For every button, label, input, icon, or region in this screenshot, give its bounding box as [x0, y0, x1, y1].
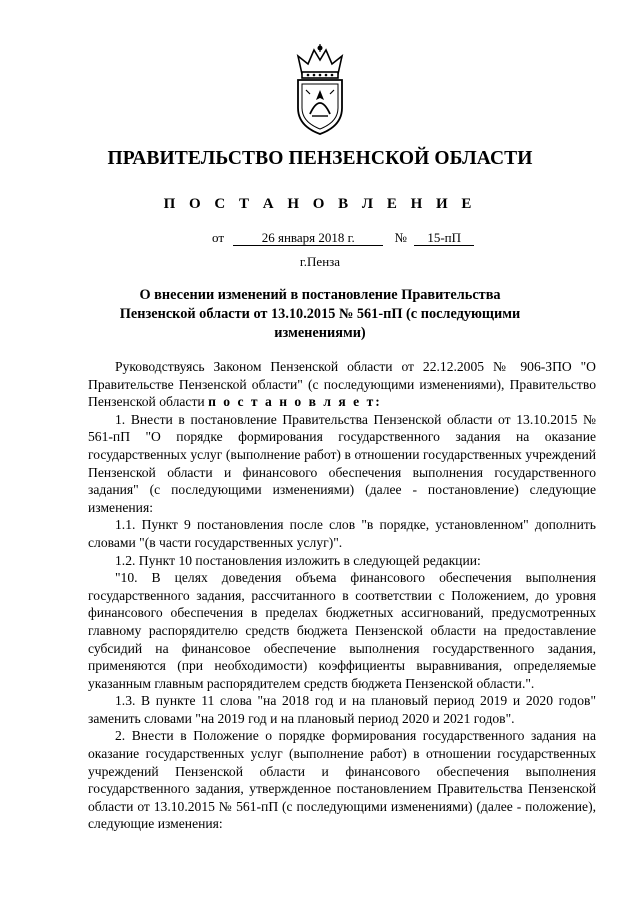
document-type: П О С Т А Н О В Л Е Н И Е: [163, 196, 477, 212]
paragraph-10-quote: "10. В целях доведения объема финансового обеспечения выполнения государственного задания, рассчитанного в соответствии с Положением, до уровня финансового обеспечения в пределах бюджетных ассигнований, предусмотренных главному распорядителю средств бюджета Пензенской области на предоставление субсидий на финансовое обеспечение выполнения государственного задания, применяются (при необходимости) коэффициенты выравнивания, определяемые указанным главным распорядителем средств бюджета Пензенской области.".: [88, 570, 596, 691]
decree-word: п о с т а н о в л я е т:: [208, 394, 382, 410]
paragraph-1: 1. Внести в постановление Правительства Пензенской области от 13.10.2015 № 561-пП "О порядке формирования государственного задания на оказание государственных услуг (выполнение работ) в отношении государственных учреждений Пензенской области и финансового обеспечения выполнения государственного задания" (с последующими изменениями) (далее - постановление) следующие изменения:: [88, 411, 596, 515]
number-prefix: №: [394, 230, 407, 245]
paragraph-1-2: 1.2. Пункт 10 постановления изложить в следующей редакции:: [115, 552, 481, 568]
document-number: 15-пП: [414, 231, 474, 246]
paragraph-preamble: [88, 358, 596, 411]
document-body: [88, 358, 596, 833]
date-number-line: [212, 230, 474, 246]
paragraph-1-1: 1.1. Пункт 9 постановления после слов "в порядке, установленном" дополнить словами "(в части государственных услуг)".: [88, 517, 596, 550]
organization-title: ПРАВИТЕЛЬСТВО ПЕНЗЕНСКОЙ ОБЛАСТИ: [107, 148, 533, 169]
date-prefix: от: [212, 230, 225, 245]
penza-coat-of-arms-icon: [286, 44, 354, 136]
document-date: 26 января 2018 г.: [233, 231, 383, 246]
paragraph-2: 2. Внести в Положение о порядке формирования государственного задания на оказание государственных услуг (выполнение работ) в отношении государственных учреждений Пензенской области и финансового обеспечения выполнения государственного задания, утвержденное постановлением Правительства Пензенской области от 13.10.2015 № 561-пП (с последующими изменениями) (далее - положение), следующие изменения:: [88, 728, 596, 832]
city: г.Пенза: [299, 254, 341, 269]
paragraph-1-3: 1.3. В пункте 11 слова "на 2018 год и на плановый период 2019 и 2020 годов" заменить словами "на 2019 год и на плановый период 2020 и 2021 годов".: [88, 693, 596, 726]
preamble-text: Руководствуясь Законом Пензенской области от 22.12.2005 № 906-ЗПО "О Правительстве Пензенской области" (с последующими изменениями), Правительство Пензенской области: [88, 359, 596, 410]
document-subject: О внесении изменений в постановление Правительства Пензенской области от 13.10.2015 № 561-пП (с последующими изменениями): [119, 287, 521, 341]
